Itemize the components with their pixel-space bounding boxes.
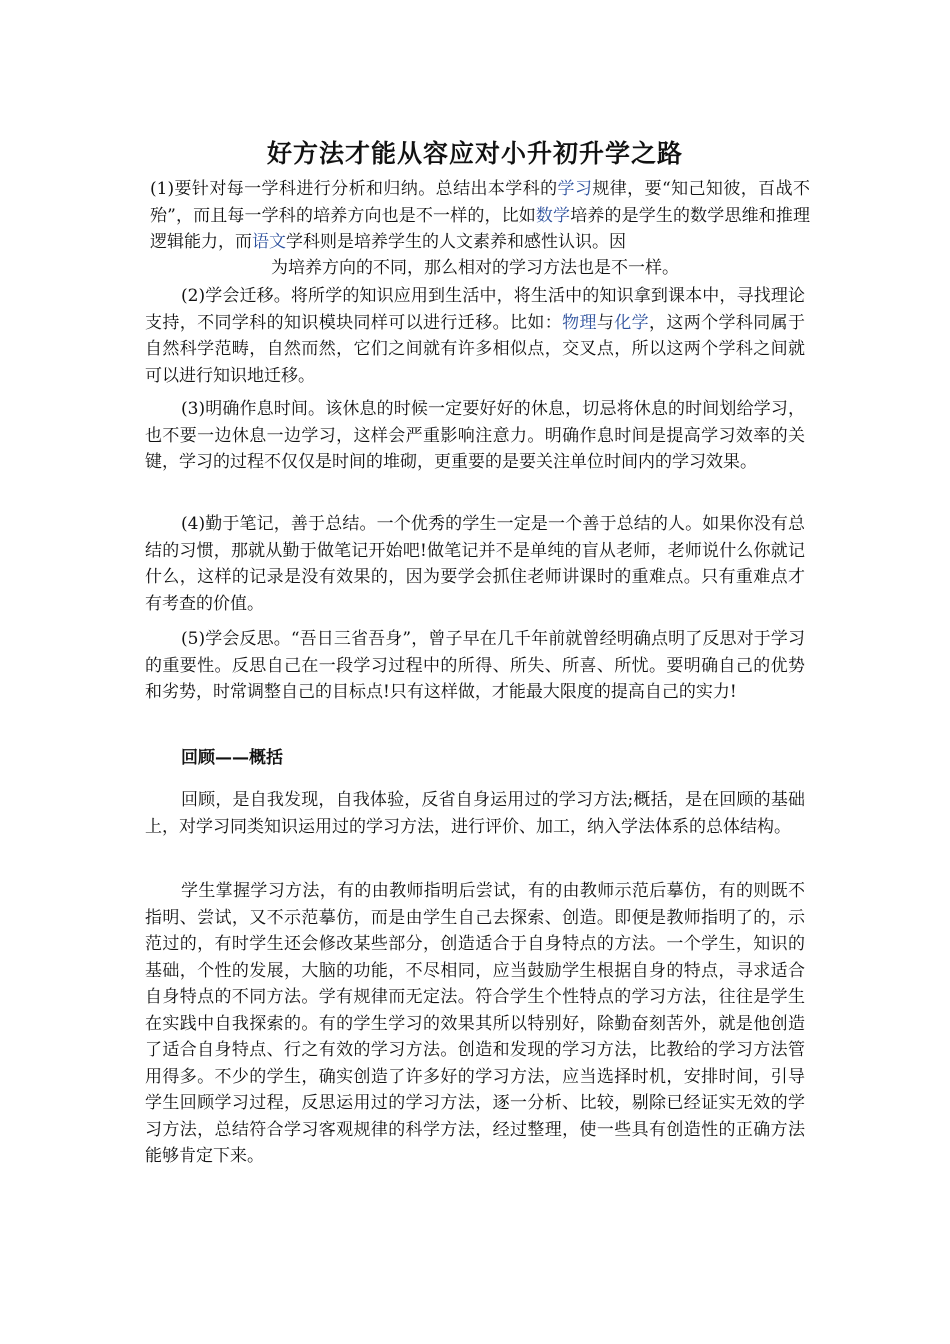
p1-text-b: 规律，要“知己知彼，百战不殆”，而且每一学科的培养方向也是不一样的，比如 <box>150 179 810 226</box>
link-wuli[interactable]: 物理 <box>562 312 597 333</box>
paragraph-1-last-line: 为培养方向的不同，那么相对的学习方法也是不一样。 <box>271 258 679 278</box>
paragraph-5: (5)学会反思。“吾日三省吾身”，曾子早在几千年前就曾经明确点明了反思对于学习的重要性。反思自己在一段学习过程中的所得、所失、所喜、所忧。要明确自己的优势和劣势，时常调整自己的目标点!只有这样做，才能最大限度的提高自己的实力! <box>145 629 805 702</box>
p2-text-c: ，这两个学科同属于自然科学范畴，自然而然，它们之间就有许多相似点，交叉点，所以这两个学科之间就可以进行知识地迁移。 <box>145 312 806 386</box>
p2-text-b: 与 <box>596 312 615 333</box>
paragraph-3: (3)明确作息时间。该休息的时候一定要好好的休息，切忌将休息的时间划给学习，也不要一边休息一边学习，这样会严重影响注意力。明确作息时间是提高学习效率的关键，学习的过程不仅仅是时间的堆砌，更重要的是要关注单位时间内的学习效果。 <box>145 399 805 472</box>
paragraph-2 <box>145 283 805 389</box>
link-xuexi[interactable]: 学习 <box>557 179 593 199</box>
paragraph-4: (4)勤于笔记，善于总结。一个优秀的学生一定是一个善于总结的人。如果你没有总结的习惯，那就从勤于做笔记开始吧!做笔记并不是单纯的盲从老师，老师说什么你就记什么，这样的记录是没有效果的，因为要学会抓住老师讲课时的重难点。只有重难点才有考查的价值。 <box>145 514 805 614</box>
p1-text-c: 培养的是学生的数学思维和推理逻辑能力，而 <box>150 205 810 252</box>
p1-text-a: (1)要针对每一学科进行分析和归纳。总结出本学科的 <box>150 179 558 199</box>
p2-text-a: (2)学会迁移。将所学的知识应用到生活中，将生活中的知识拿到课本中，寻找理论支持，不同学科的知识模块同样可以进行迁移。比如： <box>145 286 805 333</box>
document-title: 好方法才能从容应对小升初升学之路 <box>266 139 683 168</box>
paragraph-7: 学生掌握学习方法，有的由教师指明后尝试，有的由教师示范后摹仿，有的则既不指明、尝试，又不示范摹仿，而是由学生自己去探索、创造。即便是教师指明了的，示范过的，有时学生还会修改某些部分，创造适合于自身特点的方法。一个学生，知识的基础，个性的发展，大脑的功能，不尽相同，应当鼓励学生根据自身的特点，寻求适合自身特点的不同方法。学有规律而无定法。符合学生个性特点的学习方法，往往是学生在实践中自我探索的。有的学生学习的效果其所以特别好，除勤奋刻苦外，就是他创造了适合自身特点、行之有效的学习方法。创造和发现的学习方法，比教给的学习方法管用得多。不少的学生，确实创造了许多好的学习方法，应当选择时机，安排时间，引导学生回顾学习过程，反思运用过的学习方法，逐一分析、比较，剔除已经证实无效的学习方法，总结符合学习客观规律的科学方法，经过整理，使一些具有创造性的正确方法能够肯定下来。 <box>145 881 805 1166</box>
link-huaxue[interactable]: 化学 <box>614 312 650 333</box>
section-heading: 回顾——概括 <box>181 748 283 768</box>
p1-text-d: 学科则是培养学生的人文素养和感性认识。因 <box>286 232 626 252</box>
paragraph-6: 回顾，是自我发现，自我体验，反省自身运用过的学习方法;概括，是在回顾的基础上，对学习同类知识运用过的学习方法，进行评价、加工，纳入学法体系的总体结构。 <box>145 790 805 837</box>
paragraph-1 <box>150 176 810 256</box>
link-shuxue[interactable]: 数学 <box>535 205 571 226</box>
link-yuwen[interactable]: 语文 <box>252 232 286 252</box>
